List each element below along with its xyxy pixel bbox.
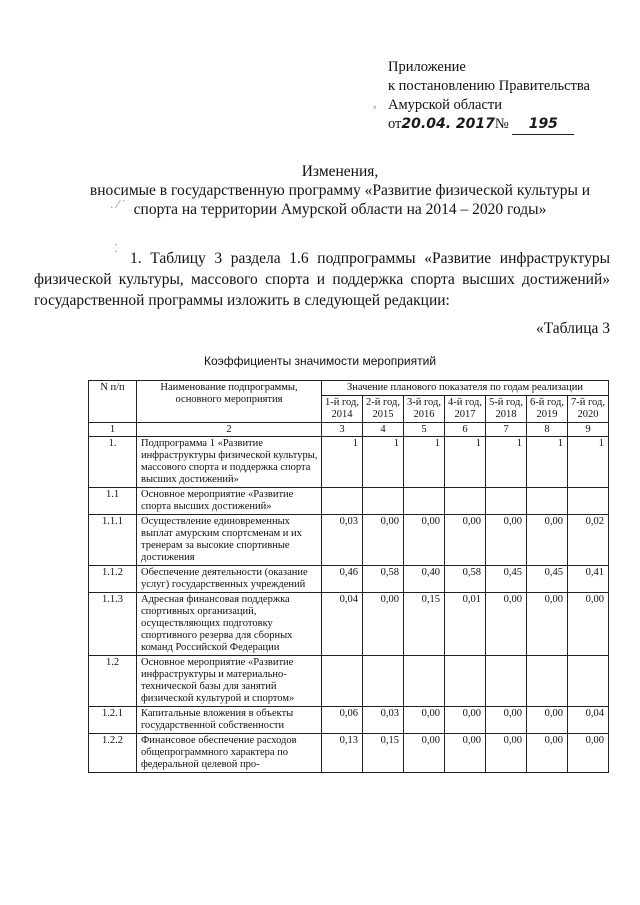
year-value: 2015 <box>372 409 394 420</box>
row-value: 0,03 <box>363 707 404 734</box>
row-name: Подпрограмма 1 «Развитие инфраструктуры физической культуры, массового спорта и поддержка спорта высших достижений» <box>137 437 322 488</box>
row-value: 0,45 <box>527 566 568 593</box>
row-value <box>486 656 527 707</box>
paragraph-first-line: 1. Таблицу 3 раздела 1.6 подпрограммы «Развитие инфраструктуры <box>130 250 610 267</box>
row-value: 0,00 <box>445 734 486 773</box>
row-value: 0,00 <box>568 593 609 656</box>
row-value: 0,58 <box>363 566 404 593</box>
row-value: 0,15 <box>404 593 445 656</box>
row-value: 0,04 <box>322 593 363 656</box>
scan-mark: ˳ <box>372 96 378 109</box>
row-value: 0,00 <box>404 734 445 773</box>
row-value: 0,45 <box>486 566 527 593</box>
column-index: 8 <box>527 423 568 437</box>
row-value: 0,00 <box>486 707 527 734</box>
row-name: Осуществление единовременных выплат амурским спортсменам и их тренерам за высокие спортивные достижения <box>137 515 322 566</box>
row-value <box>404 488 445 515</box>
header-row-1 <box>89 381 609 396</box>
number-prefix: № <box>494 116 509 132</box>
year-value: 2020 <box>577 409 599 420</box>
table-row <box>89 488 609 515</box>
table-row <box>89 707 609 734</box>
year-value: 2016 <box>413 409 435 420</box>
appendix-title: Приложение <box>388 59 466 75</box>
column-index: 7 <box>486 423 527 437</box>
row-value <box>322 656 363 707</box>
scan-mark: ⁚ <box>114 242 118 255</box>
table-row <box>89 656 609 707</box>
row-value: 0,00 <box>527 593 568 656</box>
row-number: 1.2.1 <box>89 707 137 734</box>
row-value <box>445 488 486 515</box>
appendix-date-line <box>388 115 628 135</box>
row-number: 1.1.1 <box>89 515 137 566</box>
row-value: 0,00 <box>486 515 527 566</box>
table-row <box>89 566 609 593</box>
row-value: 0,02 <box>568 515 609 566</box>
column-index: 2 <box>137 423 322 437</box>
row-number: 1.2 <box>89 656 137 707</box>
row-value: 0,00 <box>404 515 445 566</box>
column-index: 3 <box>322 423 363 437</box>
row-name: Основное мероприятие «Развитие спорта высших достижений» <box>137 488 322 515</box>
row-value: 0,00 <box>404 707 445 734</box>
table-label: «Таблица 3 <box>535 320 610 337</box>
row-value: 1 <box>527 437 568 488</box>
year-label: 7-й год, <box>571 397 605 408</box>
amendment-paragraph <box>34 248 610 309</box>
row-value: 0,06 <box>322 707 363 734</box>
row-value: 0,00 <box>445 515 486 566</box>
row-value <box>363 656 404 707</box>
header-group: Значение планового показателя по годам реализации <box>322 381 609 396</box>
table-body <box>89 437 609 773</box>
column-index: 9 <box>568 423 609 437</box>
row-value <box>363 488 404 515</box>
header-year-5 <box>486 396 527 423</box>
row-value: 0,00 <box>486 734 527 773</box>
row-value: 0,00 <box>568 734 609 773</box>
row-value: 1 <box>363 437 404 488</box>
table-row <box>89 593 609 656</box>
header-year-6 <box>527 396 568 423</box>
row-value: 0,01 <box>445 593 486 656</box>
column-index: 5 <box>404 423 445 437</box>
row-value: 0,58 <box>445 566 486 593</box>
row-value: 0,00 <box>445 707 486 734</box>
date-prefix: от <box>388 116 402 132</box>
year-value: 2018 <box>495 409 517 420</box>
row-value <box>527 488 568 515</box>
row-value: 0,00 <box>527 734 568 773</box>
column-index: 1 <box>89 423 137 437</box>
row-value: 1 <box>568 437 609 488</box>
row-value: 0,00 <box>527 707 568 734</box>
header-year-4 <box>445 396 486 423</box>
row-value: 1 <box>404 437 445 488</box>
column-index: 4 <box>363 423 404 437</box>
row-value: 0,40 <box>404 566 445 593</box>
header-name: Наименование подпрограммы, основного мероприятия <box>137 381 322 423</box>
row-value <box>322 488 363 515</box>
row-name: Обеспечение деятельности (оказание услуг) государственных учреждений <box>137 566 322 593</box>
table-row <box>89 734 609 773</box>
handwritten-date: 20.04. 2017 <box>401 116 495 132</box>
row-number: 1.1.3 <box>89 593 137 656</box>
handwritten-number: 195 <box>528 116 558 132</box>
row-value <box>568 656 609 707</box>
row-value: 0,00 <box>363 593 404 656</box>
row-name: Адресная финансовая поддержка спортивных организаций, осуществляющих подготовку спортивного резерва для сборных команд Российской Федерации <box>137 593 322 656</box>
appendix-block <box>388 58 628 135</box>
row-value: 1 <box>486 437 527 488</box>
row-value <box>527 656 568 707</box>
table-row <box>89 437 609 488</box>
row-number: 1.2.2 <box>89 734 137 773</box>
row-value: 0,00 <box>486 593 527 656</box>
year-label: 5-й год, <box>489 397 523 408</box>
row-value: 0,00 <box>363 515 404 566</box>
row-value <box>568 488 609 515</box>
row-number: 1.1 <box>89 488 137 515</box>
header-year-1 <box>322 396 363 423</box>
row-name: Капитальные вложения в объекты государственной собственности <box>137 707 322 734</box>
header-num: N п/п <box>89 381 137 423</box>
row-value: 0,46 <box>322 566 363 593</box>
table-caption: Коэффициенты значимости мероприятий <box>203 354 437 368</box>
row-value <box>445 656 486 707</box>
column-index: 6 <box>445 423 486 437</box>
table-row <box>89 515 609 566</box>
year-label: 3-й год, <box>407 397 441 408</box>
title-line-2: вносимые в государственную программу «Развитие физической культуры и <box>89 182 591 199</box>
year-value: 2017 <box>454 409 476 420</box>
row-value: 0,03 <box>322 515 363 566</box>
row-value: 1 <box>322 437 363 488</box>
row-name: Основное мероприятие «Развитие инфраструктуры и материально-технической базы для занятий физической культурой и спортом» <box>137 656 322 707</box>
year-label: 4-й год, <box>448 397 482 408</box>
year-label: 6-й год, <box>530 397 564 408</box>
document-title <box>60 162 620 219</box>
row-value: 0,15 <box>363 734 404 773</box>
title-line-3: спорта на территории Амурской области на 2014 – 2020 годы» <box>133 201 547 218</box>
row-value: 1 <box>445 437 486 488</box>
year-value: 2014 <box>331 409 353 420</box>
appendix-region-line: Амурской области <box>388 97 502 113</box>
header-year-7 <box>568 396 609 423</box>
header-year-2 <box>363 396 404 423</box>
row-value <box>404 656 445 707</box>
index-row <box>89 423 609 437</box>
year-label: 1-й год, <box>325 397 359 408</box>
coefficients-table <box>88 380 609 773</box>
header-year-3 <box>404 396 445 423</box>
row-number: 1.1.2 <box>89 566 137 593</box>
year-value: 2019 <box>536 409 558 420</box>
appendix-decree-line: к постановлению Правительства <box>388 78 590 94</box>
row-number: 1. <box>89 437 137 488</box>
row-name: Финансовое обеспечение расходов общепрограммного характера по федеральной целевой про- <box>137 734 322 773</box>
row-value: 0,00 <box>527 515 568 566</box>
row-value <box>486 488 527 515</box>
row-value: 0,13 <box>322 734 363 773</box>
year-label: 2-й год, <box>366 397 400 408</box>
title-line-1: Изменения, <box>301 163 379 180</box>
row-value: 0,41 <box>568 566 609 593</box>
paragraph-rest: физической культуры, массового спорта и поддержка спорта высших достижений» государственной программы изложить в следующей редакции: <box>34 271 610 309</box>
scan-mark: . ⁄ ′ <box>110 198 125 211</box>
row-value: 0,04 <box>568 707 609 734</box>
